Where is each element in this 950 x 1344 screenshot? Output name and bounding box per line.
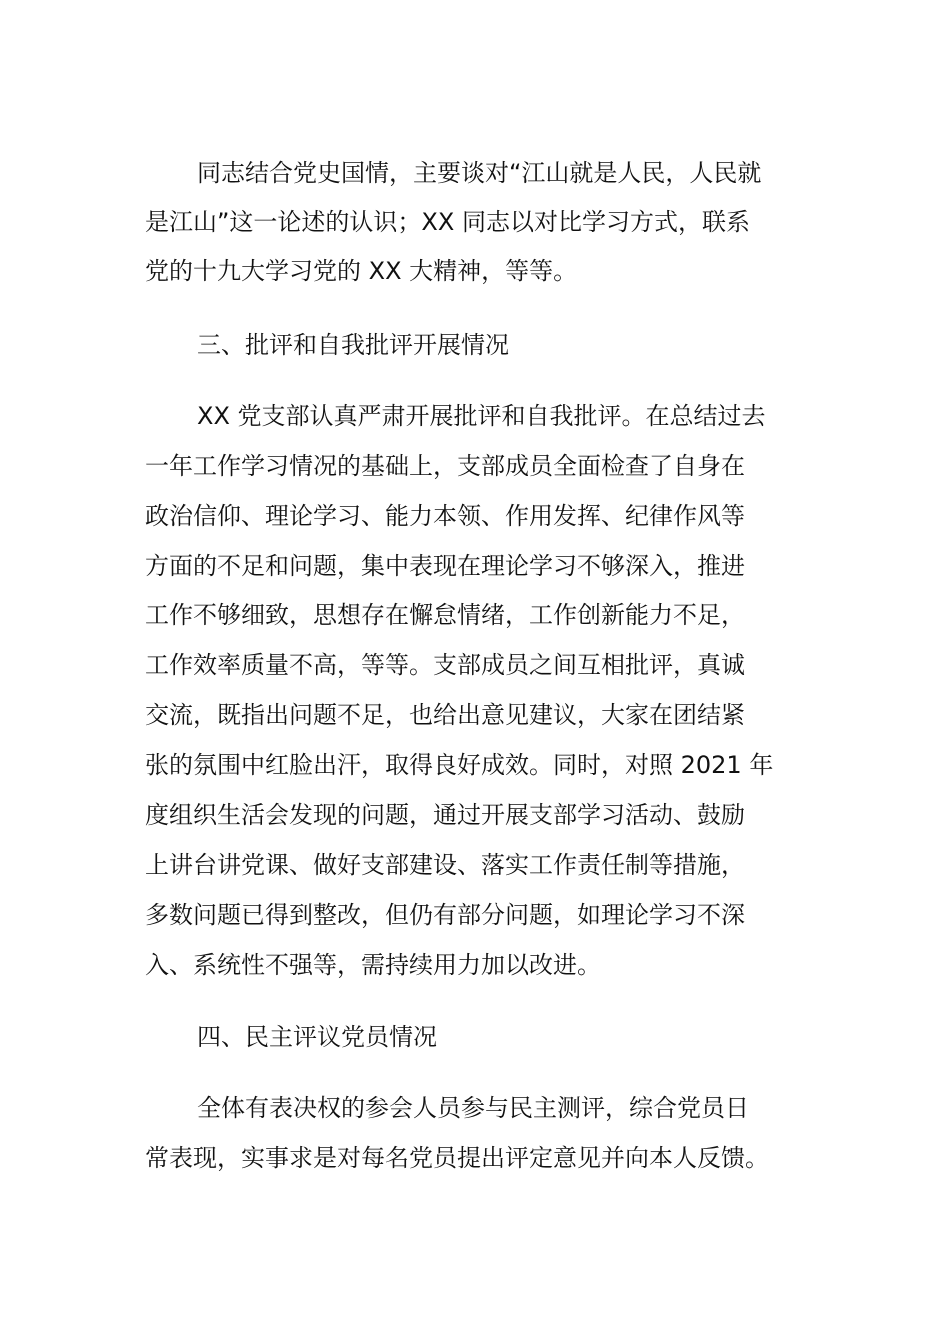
- paragraph-line: 工作效率质量不高，等等。支部成员之间互相批评，真诚: [145, 651, 745, 679]
- section-heading: 四、民主评议党员情况: [197, 1023, 437, 1051]
- paragraph-line: 交流，既指出问题不足，也给出意见建议，大家在团结紧: [145, 701, 745, 729]
- paragraph-line: 常表现，实事求是对每名党员提出评定意见并向本人反馈。: [145, 1144, 769, 1172]
- section-heading: 三、批评和自我批评开展情况: [197, 331, 509, 359]
- paragraph-line: 多数问题已得到整改，但仍有部分问题，如理论学习不深: [145, 901, 745, 929]
- paragraph-line: 全体有表决权的参会人员参与民主测评，综合党员日: [197, 1094, 749, 1122]
- paragraph-line: 上讲台讲党课、做好支部建设、落实工作责任制等措施，: [145, 851, 745, 879]
- paragraph-line: 党的十九大学习党的 XX 大精神，等等。: [145, 257, 578, 285]
- paragraph-line: 方面的不足和问题，集中表现在理论学习不够深入，推进: [145, 552, 745, 580]
- paragraph-line: 同志结合党史国情，主要谈对“江山就是人民，人民就: [197, 159, 762, 187]
- paragraph-line: 一年工作学习情况的基础上，支部成员全面检查了自身在: [145, 452, 745, 480]
- paragraph-line: 张的氛围中红脸出汗，取得良好成效。同时，对照 2021 年: [145, 751, 774, 779]
- paragraph-line: XX 党支部认真严肃开展批评和自我批评。在总结过去: [197, 402, 766, 430]
- paragraph-line: 度组织生活会发现的问题，通过开展支部学习活动、鼓励: [145, 801, 745, 829]
- paragraph-line: 工作不够细致，思想存在懈怠情绪，工作创新能力不足，: [145, 601, 745, 629]
- paragraph-line: 政治信仰、理论学习、能力本领、作用发挥、纪律作风等: [145, 502, 745, 530]
- paragraph-line: 入、系统性不强等，需持续用力加以改进。: [145, 951, 601, 979]
- paragraph-line: 是江山”这一论述的认识；XX 同志以对比学习方式，联系: [145, 208, 750, 236]
